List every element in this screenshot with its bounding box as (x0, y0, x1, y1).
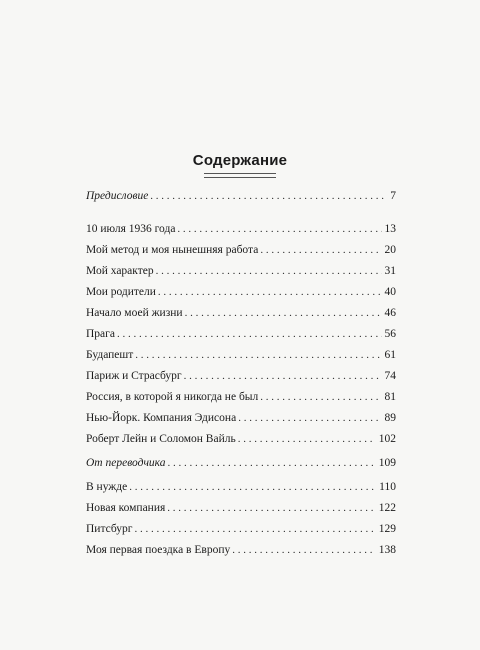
toc-entry (86, 305, 396, 321)
toc-entry (86, 263, 396, 279)
toc-entry-page: 13 (384, 223, 396, 235)
toc-entry-page: 20 (384, 244, 396, 256)
toc-leader-dots (177, 221, 381, 237)
toc-leader-dots (135, 347, 381, 363)
toc-entry-page: 61 (384, 349, 396, 361)
toc-entry-page: 110 (379, 481, 396, 493)
toc-leader-dots (238, 410, 381, 426)
toc-entry-label: Начало моей жизни (86, 307, 183, 319)
toc-leader-dots (117, 326, 382, 342)
toc-entry-label: 10 июля 1936 года (86, 223, 176, 235)
toc-entry-label: Роберт Лейн и Соломон Вайль (86, 433, 236, 445)
toc-leader-dots (129, 479, 376, 495)
toc-entry-page: 56 (384, 328, 396, 340)
toc-entry (86, 347, 396, 363)
toc-leader-dots (232, 542, 376, 558)
toc-entry-label: От переводчика (86, 457, 166, 469)
toc-entry-label: Прага (86, 328, 115, 340)
toc-entry-label: Мои родители (86, 286, 156, 298)
toc-entry-page: 89 (384, 412, 396, 424)
toc-leader-dots (168, 455, 376, 471)
page-title: Содержание (192, 152, 288, 169)
toc-entry-page: 74 (384, 370, 396, 382)
toc-entry-label: Будапешт (86, 349, 134, 361)
toc-entry (86, 500, 396, 516)
toc-entry (86, 521, 396, 537)
toc-leader-dots (238, 431, 376, 447)
toc-entry-label: Париж и Страсбург (86, 370, 182, 382)
toc-entry-page: 109 (378, 457, 396, 469)
toc-leader-dots (260, 242, 381, 258)
toc-leader-dots (135, 521, 376, 537)
toc-entry-label: Россия, в которой я никогда не был (86, 391, 259, 403)
toc-entry (86, 455, 396, 471)
toc-entry (86, 431, 396, 447)
toc-entry-page: 122 (378, 502, 396, 514)
toc-leader-dots (167, 500, 375, 516)
toc-entry-page: 129 (378, 523, 396, 535)
toc-entry-label: Новая компания (86, 502, 166, 514)
toc-entry (86, 368, 396, 384)
toc-leader-dots (184, 368, 382, 384)
toc-entry-label: Моя первая поездка в Европу (86, 544, 231, 556)
toc-leader-dots (260, 389, 381, 405)
toc-entry-label: Питсбург (86, 523, 133, 535)
toc-entry-page: 7 (390, 190, 396, 202)
toc-entry-label: В нужде (86, 481, 128, 493)
toc-entry-page: 46 (384, 307, 396, 319)
toc-entry-label: Мой характер (86, 265, 154, 277)
toc-leader-dots (156, 263, 382, 279)
toc-entry (86, 542, 396, 558)
toc-entry-page: 102 (378, 433, 396, 445)
toc-entry (86, 242, 396, 258)
toc-entry-page: 81 (384, 391, 396, 403)
toc-entry-label: Нью-Йорк. Компания Эдисона (86, 412, 237, 424)
toc-entry-page: 138 (378, 544, 396, 556)
toc-entry (86, 221, 396, 237)
toc-entry (86, 326, 396, 342)
toc-entry-page: 31 (384, 265, 396, 277)
toc-leader-dots (150, 188, 387, 204)
toc-leader-dots (185, 305, 382, 321)
title-underline (204, 173, 276, 178)
toc-entry (86, 284, 396, 300)
toc-entry (86, 188, 396, 204)
toc-entry (86, 389, 396, 405)
toc-entry-label: Мой метод и моя нынешняя работа (86, 244, 259, 256)
toc-entry (86, 479, 396, 495)
toc-entry-label: Предисловие (86, 190, 149, 202)
toc-leader-dots (158, 284, 382, 300)
toc-entry (86, 410, 396, 426)
toc-entry-page: 40 (384, 286, 396, 298)
